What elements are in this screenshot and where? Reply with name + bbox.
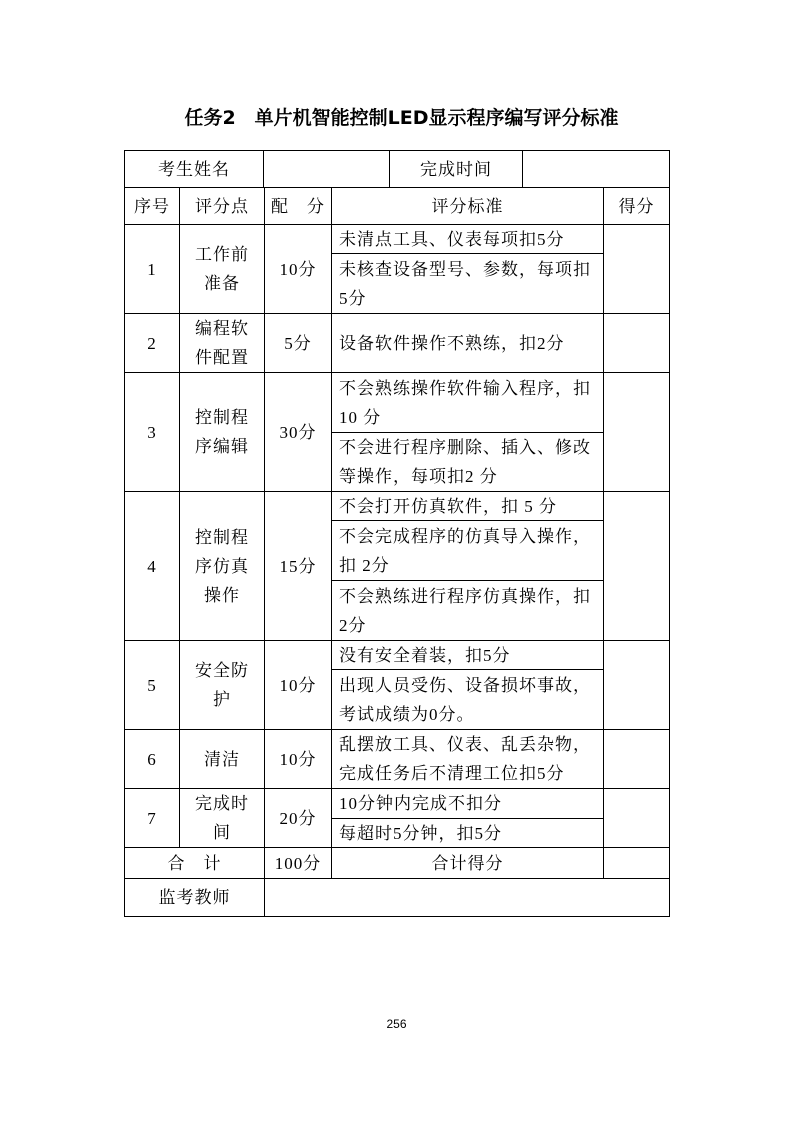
header-scoring-point: 评分点 [179,187,265,225]
row-6-criterion-1 [331,729,604,789]
criterion-line: 设备软件操作不熟练，扣2分 [339,333,565,353]
scoring-point-line: 控制程 [195,408,249,427]
proctor-label: 监考教师 [124,878,265,917]
row-3-scoring-point [179,372,265,492]
row-4-obtained-cell [603,491,670,641]
page-number: 256 [386,1017,407,1031]
row-5-score: 10分 [264,640,332,730]
total-label: 合 计 [124,847,265,879]
total-obtained-label: 合计得分 [331,847,604,879]
criterion-line: 10分钟内完成不扣分 [339,794,502,813]
candidate-name-cell [263,150,390,188]
row-1-score: 10分 [264,224,332,314]
header-score: 配 分 [264,187,332,225]
row-7-score: 20分 [264,788,332,848]
row-5-obtained-cell [603,640,670,730]
row-7-obtained-cell [603,788,670,848]
criterion-line: 扣 2分 [339,555,390,575]
row-3-obtained-cell [603,372,670,492]
criterion-line: 出现人员受伤、设备损坏事故， [339,675,591,695]
row-5-number: 5 [124,640,180,730]
row-4-criterion-1 [331,491,604,521]
total-obtained-cell [603,847,670,879]
row-5-criterion-1 [331,640,604,670]
scoring-point-line: 清洁 [204,749,240,769]
page-title: 任务2 单片机智能控制LED显示程序编写评分标准 [184,107,619,129]
row-1-criterion-2 [331,253,604,314]
row-5-scoring-point [179,640,265,730]
row-6-number: 6 [124,729,180,789]
row-7-criterion-1 [331,788,604,819]
criterion-line: 不会打开仿真软件，扣 5 分 [339,496,557,516]
header-number: 序号 [124,187,180,225]
scoring-point-line: 序编辑 [195,437,249,456]
row-6-obtained-cell [603,729,670,789]
scoring-point-line: 序仿真 [195,556,249,576]
row-7-scoring-point [179,788,265,848]
proctor-signature-cell [264,878,670,917]
row-1-criterion-1 [331,224,604,254]
row-4-number: 4 [124,491,180,641]
row-3-number: 3 [124,372,180,492]
row-2-score: 5分 [264,313,332,373]
criterion-line: 不会完成程序的仿真导入操作， [339,526,591,546]
completion-time-label: 完成时间 [389,150,523,188]
row-1-scoring-point [179,224,265,314]
row-4-criterion-3 [331,580,604,641]
scoring-point-line: 编程软 [195,319,249,338]
total-score: 100分 [264,847,332,879]
completion-time-cell [522,150,670,188]
scoring-point-line: 操作 [204,585,240,605]
criterion-line: 10 分 [339,407,382,427]
row-1-obtained-cell [603,224,670,314]
scoring-point-line: 件配置 [195,348,249,367]
criterion-line: 乱摆放工具、仪表、乱丢杂物， [339,735,591,754]
criterion-line: 考试成绩为0分。 [339,704,475,724]
criterion-line: 2分 [339,615,367,635]
row-2-criterion-1 [331,313,604,373]
row-3-criterion-1 [331,372,604,433]
row-1-number: 1 [124,224,180,314]
scoring-point-line: 护 [213,690,231,709]
criterion-line: 5分 [339,288,367,308]
header-obtained: 得分 [603,187,670,225]
criterion-line: 完成任务后不清理工位扣5分 [339,764,565,783]
row-2-obtained-cell [603,313,670,373]
row-2-scoring-point [179,313,265,373]
criterion-line: 未清点工具、仪表每项扣5分 [339,229,565,249]
criterion-line: 没有安全着装，扣5分 [339,645,511,665]
scoring-point-line: 准备 [204,274,240,293]
criterion-line: 不会熟练进行程序仿真操作，扣 [339,586,591,606]
row-3-criterion-2 [331,432,604,492]
row-2-number: 2 [124,313,180,373]
scoring-point-line: 工作前 [195,245,249,264]
candidate-name-label: 考生姓名 [124,150,264,188]
criterion-line: 未核查设备型号、参数，每项扣 [339,259,591,279]
criterion-line: 不会进行程序删除、插入、修改 [339,438,591,457]
row-5-criterion-2 [331,669,604,730]
scoring-point-line: 安全防 [195,661,249,680]
row-7-number: 7 [124,788,180,848]
criterion-line: 不会熟练操作软件输入程序，扣 [339,378,591,398]
row-4-score: 15分 [264,491,332,641]
row-6-score: 10分 [264,729,332,789]
criterion-line: 等操作，每项扣2 分 [339,467,498,486]
scoring-point-line: 控制程 [195,527,249,547]
row-7-criterion-2 [331,818,604,848]
scoring-point-line: 间 [213,823,231,842]
row-4-scoring-point [179,491,265,641]
row-4-criterion-2 [331,520,604,581]
criterion-line: 每超时5分钟，扣5分 [339,823,502,843]
row-6-scoring-point [179,729,265,789]
row-3-score: 30分 [264,372,332,492]
scoring-point-line: 完成时 [195,794,249,813]
header-criteria: 评分标准 [331,187,604,225]
